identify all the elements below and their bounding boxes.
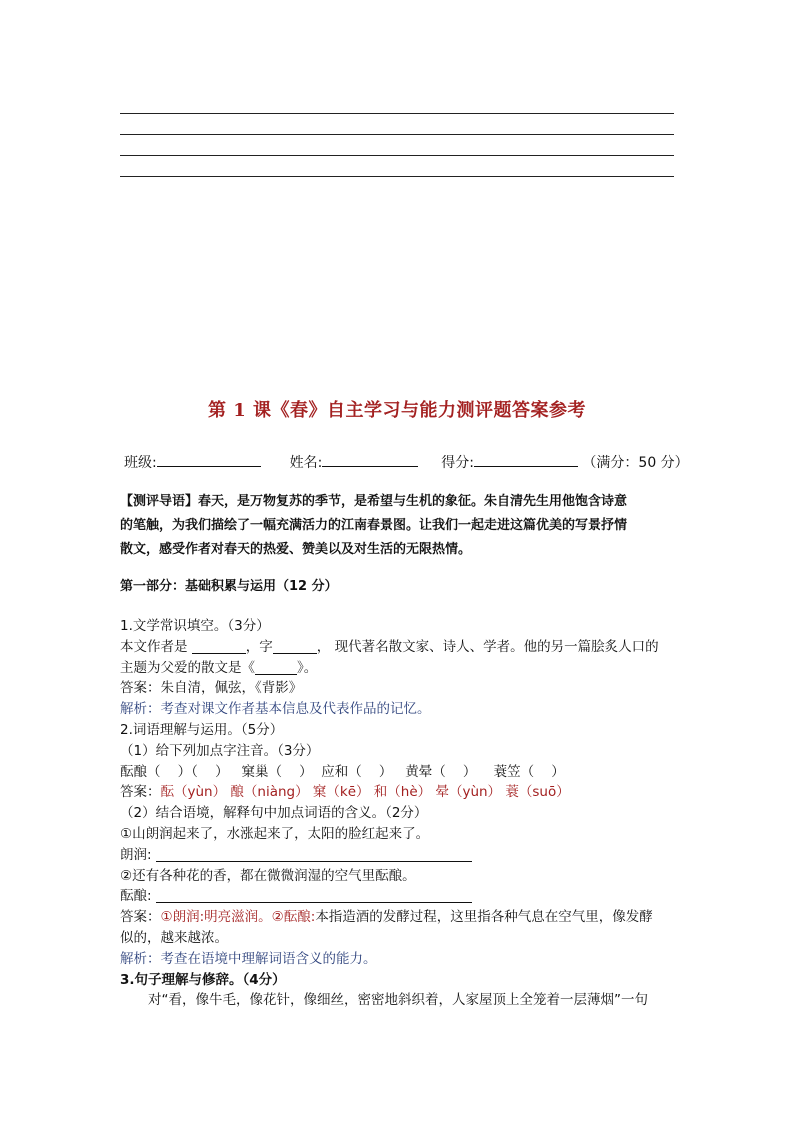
q1-analysis: 解析：考查对课文作者基本信息及代表作品的记忆。 xyxy=(120,701,431,718)
q1-text-2 xyxy=(120,658,676,679)
q1-text xyxy=(120,637,676,658)
q2-words: 酝酿（ ）（ ） 窠巢（ ） 应和（ ） 黄晕（ ） 蓑笠（ ） xyxy=(120,763,565,780)
q2-word-2 xyxy=(120,886,676,907)
student-info-row xyxy=(124,452,689,472)
intro-line: 散文，感受作者对春天的热爱、赞美以及对生活的无限热情。 xyxy=(120,542,472,557)
word-label: 朗润: xyxy=(120,846,152,863)
q1-text-part: ， 现代著名散文家、诗人、学者。他的另一篇脍炙人口的 xyxy=(316,638,659,655)
q2-analysis: 解析：考查在语境中理解词语含义的能力。 xyxy=(120,950,377,967)
word-label: 酝酿: xyxy=(120,888,152,905)
header-rule-3 xyxy=(120,155,674,156)
header-rule-4 xyxy=(120,176,674,177)
q1-text-part: 本文作者是 xyxy=(120,638,188,655)
header-rule-2 xyxy=(120,134,674,135)
author-blank[interactable] xyxy=(192,639,246,654)
intro-line: 【测评导语】春天，是万物复苏的季节，是希望与生机的象征。朱自清先生用他饱含诗意 xyxy=(120,494,628,509)
q2-heading: 2.词语理解与运用。（5分） xyxy=(120,721,284,738)
q2-answer-2 xyxy=(120,907,676,928)
header-rule-1 xyxy=(120,113,674,114)
q3-text: 对“看，像牛毛，像花针，像细丝，密密地斜织着，人家屋顶上全笼着一层薄烟”一句 xyxy=(148,992,648,1009)
class-field[interactable] xyxy=(157,452,261,467)
meaning-blank-2[interactable] xyxy=(156,888,472,903)
q2-answer-2-cont: 似的，越来越浓。 xyxy=(120,929,228,946)
pinyin-answer: 酝（yùn） 酿（niàng） 窠（kē） 和（hè） 晕（yùn） 蓑（suō） xyxy=(160,784,570,801)
q2-sentence-2: ②还有各种花的香，都在微微润湿的空气里酝酿。 xyxy=(120,867,416,884)
courtesy-name-blank[interactable] xyxy=(273,639,317,654)
section-heading: 第一部分：基础积累与运用（12 分） xyxy=(120,579,338,594)
meaning-answer-b: 本指造酒的发酵过程，这里指各种气息在空气里，像发酵 xyxy=(315,909,653,926)
q1-text-part: 主题为父爱的散文是《 xyxy=(120,659,255,676)
answer-label: 答案： xyxy=(120,909,161,926)
page-title: 第 1 课《春》自主学习与能力测评题答案参考 xyxy=(207,400,587,421)
q1-text-part: ，字 xyxy=(245,638,273,655)
intro-paragraph xyxy=(120,490,676,562)
name-label: 姓名: xyxy=(289,455,323,471)
q2-word-1 xyxy=(120,845,676,866)
intro-line: 的笔触，为我们描绘了一幅充满活力的江南春景图。让我们一起走进这篇优美的写景抒情 xyxy=(120,518,628,533)
full-score: （满分：50 分） xyxy=(582,455,689,471)
score-field[interactable] xyxy=(474,452,578,467)
meaning-answer-a: ①朗润:明亮滋润。②酝酿: xyxy=(160,909,316,926)
class-label: 班级: xyxy=(124,455,157,471)
q1-text-part: 》。 xyxy=(297,659,318,676)
q2-answer xyxy=(120,782,676,803)
q3-heading: 3.句子理解与修辞。（4分） xyxy=(120,971,286,988)
meaning-blank-1[interactable] xyxy=(156,847,472,862)
work-blank[interactable] xyxy=(255,660,297,675)
q2-sub2: （2）结合语境，解释句中加点词语的含义。（2分） xyxy=(120,805,428,822)
answer-label: 答案： xyxy=(120,784,161,801)
q2-sub1: （1）给下列加点字注音。（3分） xyxy=(120,742,320,759)
q2-sentence-1: ①山朗润起来了，水涨起来了，太阳的脸红起来了。 xyxy=(120,825,430,842)
name-field[interactable] xyxy=(322,452,418,467)
q1-heading: 1.文学常识填空。（3分） xyxy=(120,618,270,634)
question-body xyxy=(120,616,676,1011)
q1-answer: 答案：朱自清，佩弦，《背影》 xyxy=(120,680,303,697)
score-label: 得分: xyxy=(441,455,474,471)
